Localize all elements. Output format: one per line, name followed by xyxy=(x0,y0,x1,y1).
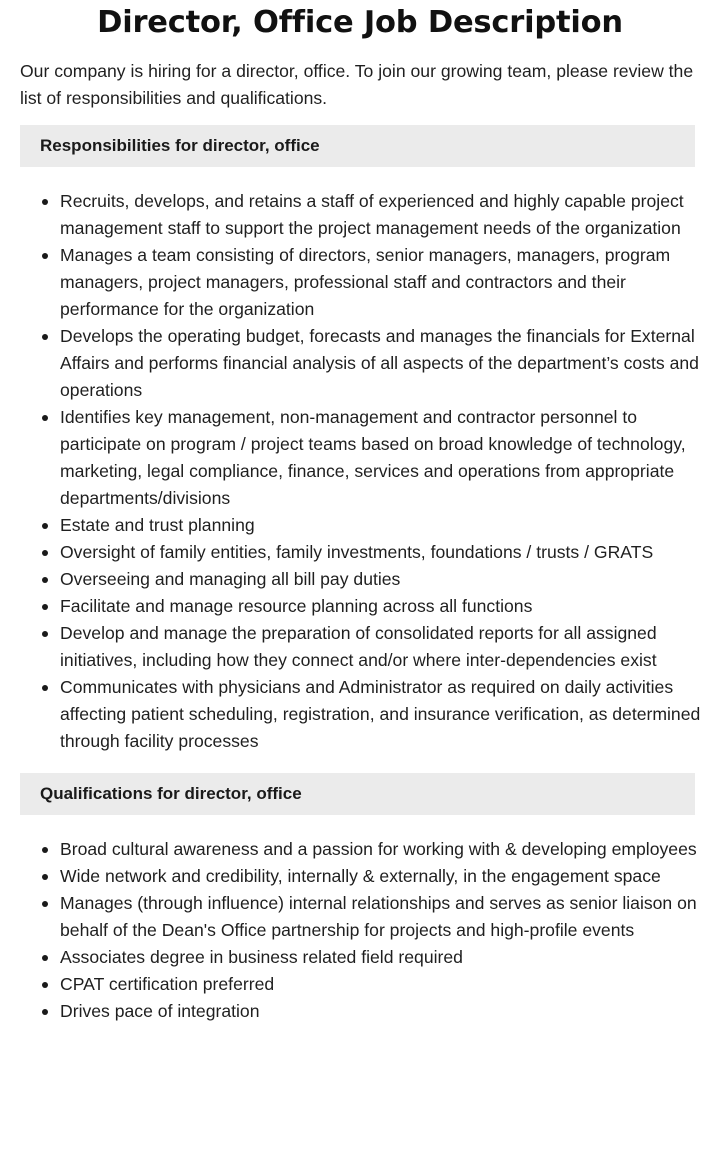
responsibility-item: Overseeing and managing all bill pay duties xyxy=(20,566,720,593)
qualifications-heading: Qualifications for director, office xyxy=(20,773,695,815)
responsibilities-list xyxy=(20,188,700,755)
responsibility-item: Facilitate and manage resource planning across all functions xyxy=(20,593,720,620)
qualification-item: Wide network and credibility, internally & externally, in the engagement space xyxy=(20,863,720,890)
qualification-item: Manages (through influence) internal relationships and serves as senior liaison on behalf of the Dean's Office partnership for projects and high-profile events xyxy=(20,890,720,944)
qualification-item: Drives pace of integration xyxy=(20,998,720,1025)
responsibilities-heading: Responsibilities for director, office xyxy=(20,125,695,167)
responsibility-item: Estate and trust planning xyxy=(20,512,720,539)
responsibility-item: Identifies key management, non-management and contractor personnel to participate on program / project teams based on broad knowledge of technology, marketing, legal compliance, finance, services and operations from appropriate departments/divisions xyxy=(20,404,720,512)
intro-paragraph: Our company is hiring for a director, office. To join our growing team, please review the list of responsibilities and qualifications. xyxy=(20,61,694,108)
responsibility-item: Manages a team consisting of directors, senior managers, managers, program managers, project managers, professional staff and contractors and their performance for the organization xyxy=(20,242,720,323)
qualification-item: Broad cultural awareness and a passion for working with & developing employees xyxy=(20,836,720,863)
page-title: Director, Office Job Description xyxy=(97,5,623,40)
responsibility-item: Develops the operating budget, forecasts and manages the financials for External Affairs and performs financial analysis of all aspects of the department’s costs and operations xyxy=(20,323,720,404)
responsibility-item: Communicates with physicians and Administrator as required on daily activities affecting patient scheduling, registration, and insurance verification, as determined through facility processes xyxy=(20,674,720,755)
qualification-item: Associates degree in business related field required xyxy=(20,944,720,971)
qualification-item: CPAT certification preferred xyxy=(20,971,720,998)
responsibility-item: Oversight of family entities, family investments, foundations / trusts / GRATS xyxy=(20,539,720,566)
qualifications-list xyxy=(20,836,700,1025)
responsibility-item: Develop and manage the preparation of consolidated reports for all assigned initiatives, including how they connect and/or where inter-dependencies exist xyxy=(20,620,720,674)
responsibility-item: Recruits, develops, and retains a staff of experienced and highly capable project management staff to support the project management needs of the organization xyxy=(20,188,720,242)
